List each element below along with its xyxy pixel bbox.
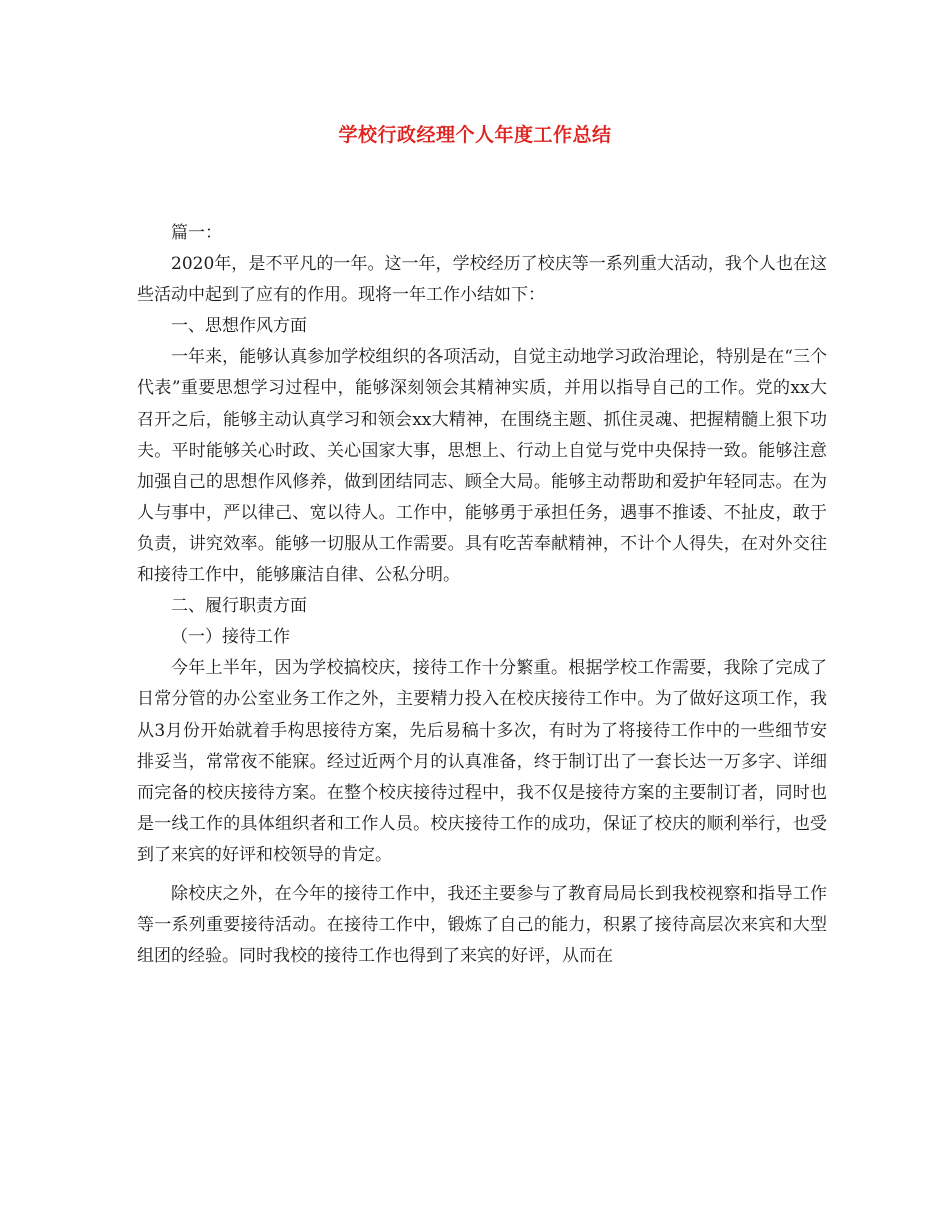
paragraph-reception-continued: 除校庆之外，在今年的接待工作中，我还主要参与了教育局局长到我校视察和指导工作等一系列重要接待活动。在接待工作中，锻炼了自己的能力，积累了接待高层次来宾和大型组团的经验。同时我校的接待工作也得到了来宾的好评，从而在 (137, 883, 827, 967)
heading-duties: 二、履行职责方面 (171, 596, 307, 617)
paragraph-section-label: 篇一： (171, 223, 222, 243)
document-body (137, 218, 827, 972)
paragraph-reception: 今年上半年，因为学校搞校庆，接待工作十分繁重。根据学校工作需要，我除了完成了日常分管的办公室业务工作之外，主要精力投入在校庆接待工作中。为了做好这项工作，我从3月份开始就着手构思接待方案，先后易稿十多次，有时为了将接待工作中的一些细节安排妥当，常常夜不能寐。经过近两个月的认真准备，终于制订出了一套长达一万多字、详细而完备的校庆接待方案。在整个校庆接待过程中，我不仅是接待方案的主要制订者，同时也是一线工作的具体组织者和工作人员。校庆接待工作的成功，保证了校庆的顺利举行，也受到了来宾的好评和校领导的肯定。 (137, 658, 827, 865)
document-title: 学校行政经理个人年度工作总结 (338, 124, 612, 146)
subheading-reception: （一）接待工作 (171, 627, 290, 648)
paragraph-intro: 2020年，是不平凡的一年。这一年，学校经历了校庆等一系列重大活动，我个人也在这些活动中起到了应有的作用。现将一年工作小结如下： (137, 254, 827, 306)
heading-ideology: 一、思想作风方面 (171, 316, 307, 337)
paragraph-ideology: 一年来，能够认真参加学校组织的各项活动，自觉主动地学习政治理论，特别是在“三个代表”重要思想学习过程中，能够深刻领会其精神实质，并用以指导自己的工作。党的xx大召开之后，能够主动认真学习和领会xx大精神，在围绕主题、抓住灵魂、把握精髓上狠下功夫。平时能够关心时政、关心国家大事，思想上、行动上自觉与党中央保持一致。能够注意加强自己的思想作风修养，做到团结同志、顾全大局。能够主动帮助和爱护年轻同志。在为人与事中，严以律己、宽以待人。工作中，能够勇于承担任务，遇事不推诿、不扯皮，敢于负责，讲究效率。能够一切服从工作需要。具有吃苦奉献精神，不计个人得失，在对外交往和接待工作中，能够廉洁自律、公私分明。 (137, 347, 827, 586)
